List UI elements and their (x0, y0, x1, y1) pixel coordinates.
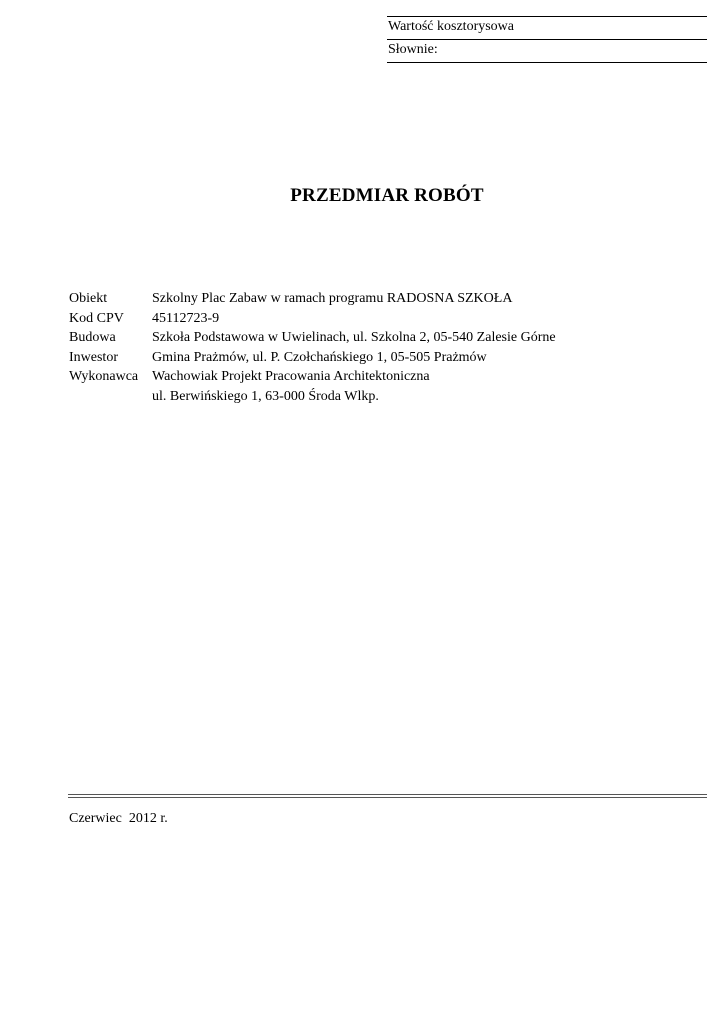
estimated-value-label: Wartość kosztorysowa (388, 19, 515, 34)
document-date: Czerwiec 2012 r. (69, 811, 168, 826)
valuation-box (387, 16, 707, 63)
detail-row-contractor (69, 367, 556, 406)
contractor-address: ul. Berwińskiego 1, 63-000 Środa Wlkp. (152, 388, 379, 404)
detail-row-site (69, 328, 556, 348)
cpv-label: Kod CPV (69, 310, 124, 326)
amount-in-words-field (387, 39, 707, 63)
estimated-value-field (387, 16, 707, 39)
contractor-name: Wachowiak Projekt Pracowania Architektoniczna (152, 369, 430, 384)
investor-value: Gmina Prażmów, ul. P. Czołchańskiego 1, 05-505 Prażmów (152, 349, 487, 365)
contractor-label: Wykonawca (69, 369, 139, 384)
investor-label: Inwestor (69, 349, 118, 365)
object-value: Szkolny Plac Zabaw w ramach programu RADOSNA SZKOŁA (152, 291, 513, 306)
site-label: Budowa (69, 330, 116, 345)
detail-row-investor (69, 348, 556, 368)
contractor-value (152, 367, 430, 406)
object-label: Obiekt (69, 291, 108, 306)
document-title: PRZEDMIAR ROBÓT (290, 185, 484, 206)
footer-divider (68, 794, 707, 798)
cpv-value: 45112723-9 (152, 310, 220, 326)
project-details (69, 289, 556, 406)
detail-row-object (69, 289, 556, 309)
site-value: Szkoła Podstawowa w Uwielinach, ul. Szkolna 2, 05-540 Zalesie Górne (152, 330, 556, 345)
detail-row-cpv (69, 309, 556, 329)
amount-in-words-label: Słownie: (388, 42, 438, 57)
